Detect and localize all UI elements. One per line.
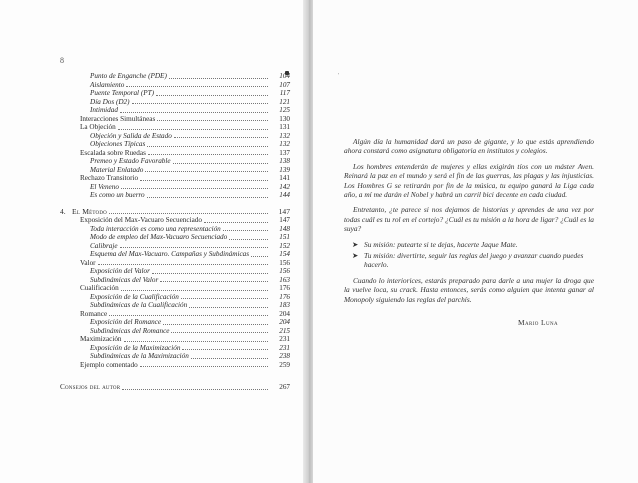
toc-entry-label: Punto de Enganche (PDE) bbox=[90, 72, 167, 80]
toc-entry bbox=[60, 310, 290, 319]
toc-entry-page: 117 bbox=[279, 89, 290, 97]
toc-entry-label: Cualificación bbox=[80, 284, 119, 292]
toc-entry bbox=[60, 98, 290, 107]
toc-entry-page: 131 bbox=[279, 123, 290, 131]
toc-entry-label: Maximización bbox=[80, 335, 122, 343]
toc-entry bbox=[60, 335, 290, 344]
toc-leader-dots bbox=[181, 298, 268, 299]
paragraph-3: Entretanto, ¿te parece si nos dejamos de historias y aprendes de una vez por todas cuál es tu rol en el cortejo? ¿Cuál es tu misión a la hora de ligar? ¿Cuál es la suya? bbox=[344, 205, 594, 234]
toc-entry-page: 154 bbox=[279, 250, 290, 258]
toc-leader-dots bbox=[156, 95, 268, 96]
toc-entry bbox=[60, 233, 290, 242]
toc-leader-dots bbox=[171, 332, 268, 333]
toc-leader-dots bbox=[229, 239, 268, 240]
toc-entry bbox=[60, 284, 290, 293]
toc-leader-dots bbox=[189, 307, 268, 308]
arrow-icon: ➤ bbox=[352, 239, 359, 249]
toc-entry bbox=[60, 250, 290, 259]
toc-consejos bbox=[60, 383, 290, 392]
table-of-contents bbox=[60, 72, 290, 392]
toc-entry-label: Modo de empleo del Max-Vacuaro Secuenciado bbox=[90, 233, 228, 241]
toc-entry-page: 176 bbox=[279, 284, 290, 292]
bullet-item bbox=[344, 251, 594, 270]
toc-entry bbox=[60, 191, 290, 200]
toc-entry-label: Subdinámicas de la Cualificación bbox=[90, 301, 188, 309]
toc-leader-dots bbox=[163, 324, 268, 325]
toc-entry-label: Exposición de la Maximización bbox=[90, 343, 181, 352]
toc-entry-label: Subdinámicas de la Maximización bbox=[90, 352, 189, 360]
toc-chapter-4 bbox=[60, 208, 290, 217]
toc-entry bbox=[60, 106, 290, 115]
toc-leader-dots bbox=[147, 146, 268, 147]
toc-entry-page: 144 bbox=[279, 191, 290, 199]
toc-entry-label: La Objeción bbox=[80, 123, 116, 131]
toc-leader-dots bbox=[140, 366, 268, 367]
chapter-title: El Método bbox=[72, 206, 107, 216]
toc-entry-page: 138 bbox=[279, 157, 290, 165]
toc-entry bbox=[60, 157, 290, 166]
toc-leader-dots bbox=[173, 163, 268, 164]
toc-leader-dots bbox=[126, 86, 268, 87]
toc-leader-dots bbox=[121, 188, 268, 189]
toc-entry-label: Escalada sobre Ruedas bbox=[80, 148, 146, 157]
toc-entry-page: 152 bbox=[279, 241, 290, 250]
toc-entry bbox=[60, 293, 290, 302]
toc-entry-label: Exposición de la Cualificación bbox=[90, 292, 179, 301]
toc-leader-dots bbox=[152, 273, 268, 274]
toc-entry-label: Puente Temporal (PT) bbox=[90, 89, 155, 97]
toc-entry-page: 176 bbox=[279, 292, 290, 301]
toc-entry-page: 259 bbox=[279, 360, 290, 369]
toc-entry-page: 125 bbox=[279, 106, 290, 114]
toc-leader-dots bbox=[251, 256, 268, 257]
toc-leader-dots bbox=[121, 290, 268, 291]
consejos-label: Consejos del autor bbox=[60, 383, 121, 391]
toc-entry-page: 163 bbox=[279, 275, 290, 284]
toc-entry bbox=[60, 318, 290, 327]
toc-entry-page: 238 bbox=[279, 352, 290, 360]
toc-leader-dots bbox=[118, 129, 268, 130]
page-number: 8 bbox=[60, 56, 64, 65]
toc-entry-label: Premeo y Estado Favorable bbox=[90, 157, 171, 165]
toc-entry-label: Calibraje bbox=[90, 241, 118, 250]
bullet-text: Su misión: putearte si te dejas, hacerte Jaque Mate. bbox=[364, 239, 518, 249]
toc-entry-label: Subdinámicas del Romance bbox=[90, 326, 170, 335]
toc-entry bbox=[60, 81, 290, 90]
paragraph-1: Algún día la humanidad dará un paso de gigante, y lo que estás aprendiendo ahora constará como asignatura obligatoria en institutos y colegios. bbox=[344, 137, 594, 156]
toc-entry-label: Romance bbox=[80, 309, 108, 318]
toc-entry-page: 148 bbox=[279, 224, 290, 233]
arrow-icon: ➤ bbox=[352, 251, 359, 261]
toc-entry-label: Intimidad bbox=[90, 106, 118, 114]
toc-entry-page: 121 bbox=[279, 97, 290, 106]
toc-leader-dots bbox=[169, 78, 268, 79]
toc-entry-label: Exposición del Valor bbox=[90, 267, 150, 275]
toc-entry-page: 142 bbox=[279, 182, 290, 191]
toc-entry-label: Día Dos (D2) bbox=[90, 97, 130, 106]
toc-leader-dots bbox=[148, 154, 268, 155]
toc-entry bbox=[60, 166, 290, 175]
toc-entry bbox=[60, 174, 290, 183]
toc-leader-dots bbox=[160, 281, 268, 282]
toc-entry bbox=[60, 361, 290, 370]
toc-entry-page: 137 bbox=[279, 148, 290, 157]
toc-entry bbox=[60, 183, 290, 192]
toc-entry-label: Exposición del Romance bbox=[90, 318, 162, 326]
toc-leader-dots bbox=[182, 349, 268, 350]
paragraph-2: Los hombres entenderán de mujeres y ellas exigirán tíos con un máster Aven. Reinará la paz en el mundo y será el fin de las guerras, las plagas y las injusticias. Los Hombres G se retirarán por fin de la música, tu equipo ganará la Liga cada año, a mí me darán el Nobel y habrá un carril bici decente en cada ciudad. bbox=[344, 161, 594, 200]
toc-entry bbox=[60, 72, 290, 81]
toc-entry-page: 107 bbox=[279, 80, 290, 89]
epilogue-text bbox=[344, 137, 594, 310]
toc-entry-label: Subdinámicas del Valor bbox=[90, 275, 159, 284]
toc-entry-label: Exposición del Max-Vacuaro Secuenciado bbox=[80, 216, 202, 224]
toc-leader-dots bbox=[223, 230, 268, 231]
toc-entry-page: 183 bbox=[279, 301, 290, 309]
toc-entry-page: 141 bbox=[279, 174, 290, 182]
toc-leader-dots bbox=[145, 171, 268, 172]
toc-entry bbox=[60, 89, 290, 98]
toc-entry-page: 204 bbox=[279, 318, 290, 326]
toc-leader-dots bbox=[157, 120, 268, 121]
toc-leader-dots bbox=[120, 112, 268, 113]
toc-leader-dots bbox=[98, 264, 268, 265]
toc-entry-label: El Veneno bbox=[90, 182, 119, 191]
toc-leader-dots bbox=[174, 137, 268, 138]
margin-tick: ' bbox=[338, 73, 340, 79]
toc-entry-label: Valor bbox=[80, 258, 96, 267]
closing-paragraph: Cuando lo interiorices, estarás preparado para darle a una mujer la droga que la vuelve loca, su crack. Hasta entonces, serás como alguien que intenta ganar al Monopoly siguiendo las reglas del parchís. bbox=[344, 275, 594, 304]
consejos-page: 267 bbox=[279, 383, 290, 391]
toc-entry-label: Ejemplo comentado bbox=[80, 360, 138, 369]
toc-entry-page: 104 bbox=[279, 72, 290, 80]
toc-entry-label: Es como un buerro bbox=[90, 191, 145, 199]
toc-entry bbox=[60, 132, 290, 141]
toc-entry-label: Objeciones Típicas bbox=[90, 140, 146, 148]
toc-entry bbox=[60, 149, 290, 158]
toc-entry bbox=[60, 140, 290, 149]
toc-entry-label: Interacciones Simultáneas bbox=[80, 114, 156, 123]
toc-entry-page: 147 bbox=[279, 216, 290, 224]
toc-entry bbox=[60, 242, 290, 251]
toc-entry bbox=[60, 216, 290, 225]
toc-entry bbox=[60, 123, 290, 132]
toc-entry bbox=[60, 259, 290, 268]
chapter-page: 147 bbox=[278, 206, 290, 216]
toc-leader-dots bbox=[147, 197, 268, 198]
author-signature: Mario Luna bbox=[518, 318, 558, 327]
toc-entry bbox=[60, 301, 290, 310]
toc-entry-page: 231 bbox=[279, 335, 290, 343]
toc-entry bbox=[60, 225, 290, 234]
bullet-text: Tu misión: divertirte, seguir las reglas del juego y avanzar cuando puedes hacerlo. bbox=[364, 251, 584, 270]
toc-entry-page: 151 bbox=[279, 233, 290, 241]
toc-entry-page: 231 bbox=[279, 343, 290, 352]
toc-entry-page: 139 bbox=[279, 165, 290, 174]
toc-entry-page: 204 bbox=[279, 309, 290, 318]
toc-leader-dots bbox=[191, 358, 268, 359]
chapter-number: 4. bbox=[60, 206, 66, 216]
toc-entry bbox=[60, 276, 290, 285]
toc-leader-dots bbox=[120, 247, 268, 248]
toc-entry-page: 130 bbox=[279, 114, 290, 123]
toc-entry bbox=[60, 352, 290, 361]
toc-leader-dots bbox=[132, 103, 268, 104]
toc-entry-label: Rechazo Transitorio bbox=[80, 174, 139, 182]
toc-entry bbox=[60, 327, 290, 336]
toc-leader-dots bbox=[124, 341, 268, 342]
toc-entry-label: Toda interacción es como una representación bbox=[90, 224, 221, 233]
toc-entry-page: 215 bbox=[279, 326, 290, 335]
toc-entry-page: 132 bbox=[279, 140, 290, 148]
toc-leader-dots bbox=[140, 180, 268, 181]
toc-entry-label: Material Enlatado bbox=[90, 165, 144, 174]
toc-entry bbox=[60, 344, 290, 353]
toc-entry-page: 156 bbox=[279, 267, 290, 275]
toc-entry bbox=[60, 267, 290, 276]
toc-entry bbox=[60, 115, 290, 124]
toc-leader-dots bbox=[109, 315, 268, 316]
toc-entry-page: 156 bbox=[279, 258, 290, 267]
toc-entry-label: Esquema del Max-Vacuaro. Campañas y Subdinámicas bbox=[90, 250, 250, 258]
toc-entry-label: Aislamiento bbox=[90, 80, 125, 89]
toc-entry-label: Objeción y Salida de Estado bbox=[90, 131, 172, 140]
bullet-item bbox=[344, 240, 594, 249]
toc-leader-dots bbox=[204, 222, 268, 223]
toc-entry-page: 132 bbox=[279, 131, 290, 140]
